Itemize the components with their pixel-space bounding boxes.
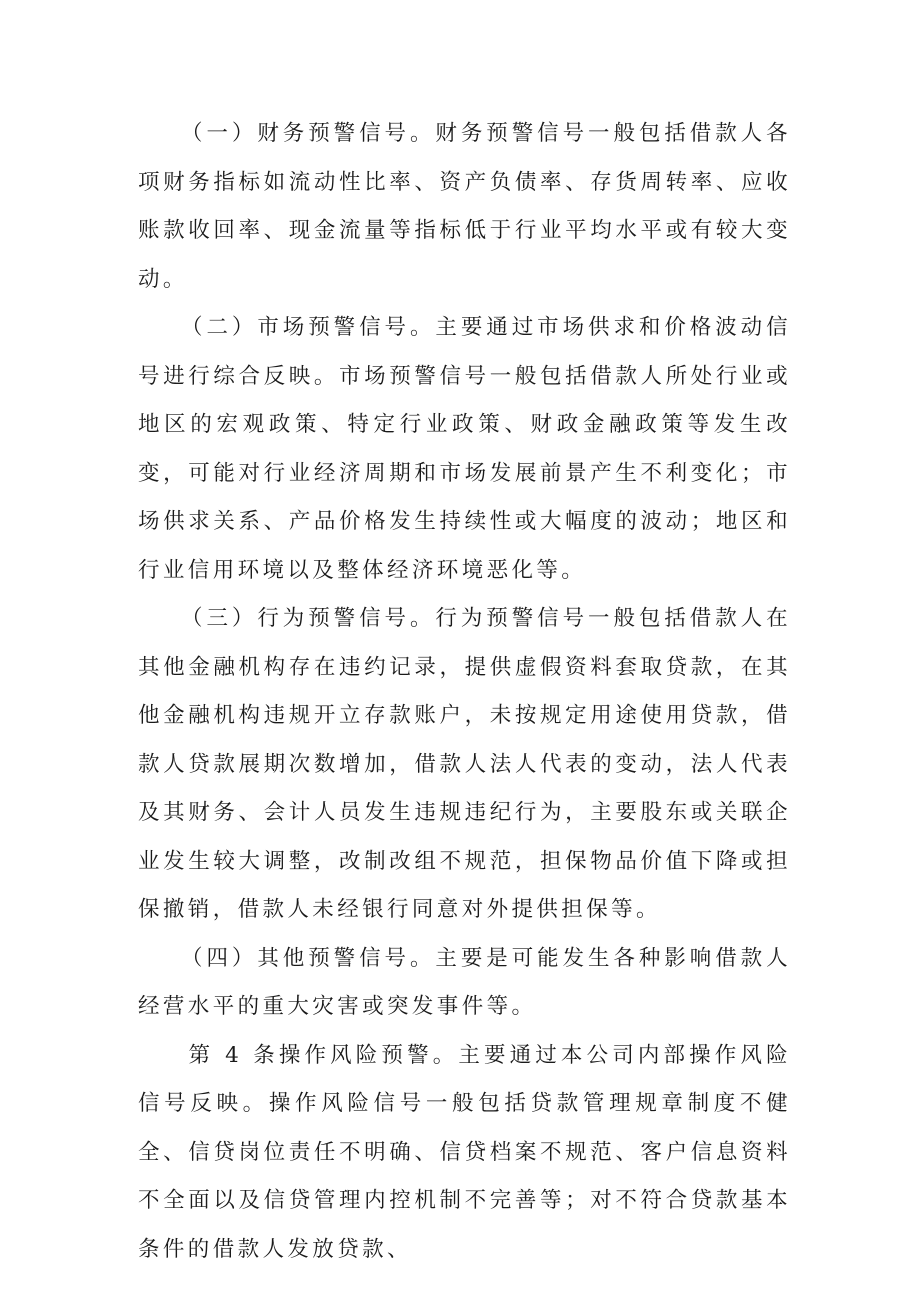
paragraph-market-warning: （二）市场预警信号。主要通过市场供求和价格波动信号进行综合反映。市场预警信号一般包括借款人所处行业或地区的宏观政策、特定行业政策、财政金融政策等发生改变，可能对行业经济周期和市场发展前景产生不利变化；市场供求关系、产品价格发生持续性或大幅度的波动；地区和行业信用环境以及整体经济环境恶化等。 [138,315,791,583]
paragraph-other-warning: （四）其他预警信号。主要是可能发生各种影响借款人经营水平的重大灾害或突发事件等。 [138,945,791,1019]
document-body [138,110,791,1274]
paragraph-behavior-warning: （三）行为预警信号。行为预警信号一般包括借款人在其他金融机构存在违约记录，提供虚假资料套取贷款，在其他金融机构违规开立存款账户，未按规定用途使用贷款，借款人贷款展期次数增加，借款人法人代表的变动，法人代表及其财务、会计人员发生违规违纪行为，主要股东或关联企业发生较大调整，改制改组不规范，担保物品价值下降或担保撤销，借款人未经银行同意对外提供担保等。 [138,606,791,922]
paragraph-article-4-operational-risk: 第 4 条操作风险预警。主要通过本公司内部操作风险信号反映。操作风险信号一般包括贷款管理规章制度不健全、信贷岗位责任不明确、信贷档案不规范、客户信息资料不全面以及信贷管理内控机制不完善等；对不符合贷款基本条件的借款人发放贷款、 [138,1042,791,1262]
paragraph-financial-warning: （一）财务预警信号。财务预警信号一般包括借款人各项财务指标如流动性比率、资产负债率、存货周转率、应收账款收回率、现金流量等指标低于行业平均水平或有较大变动。 [138,121,791,292]
